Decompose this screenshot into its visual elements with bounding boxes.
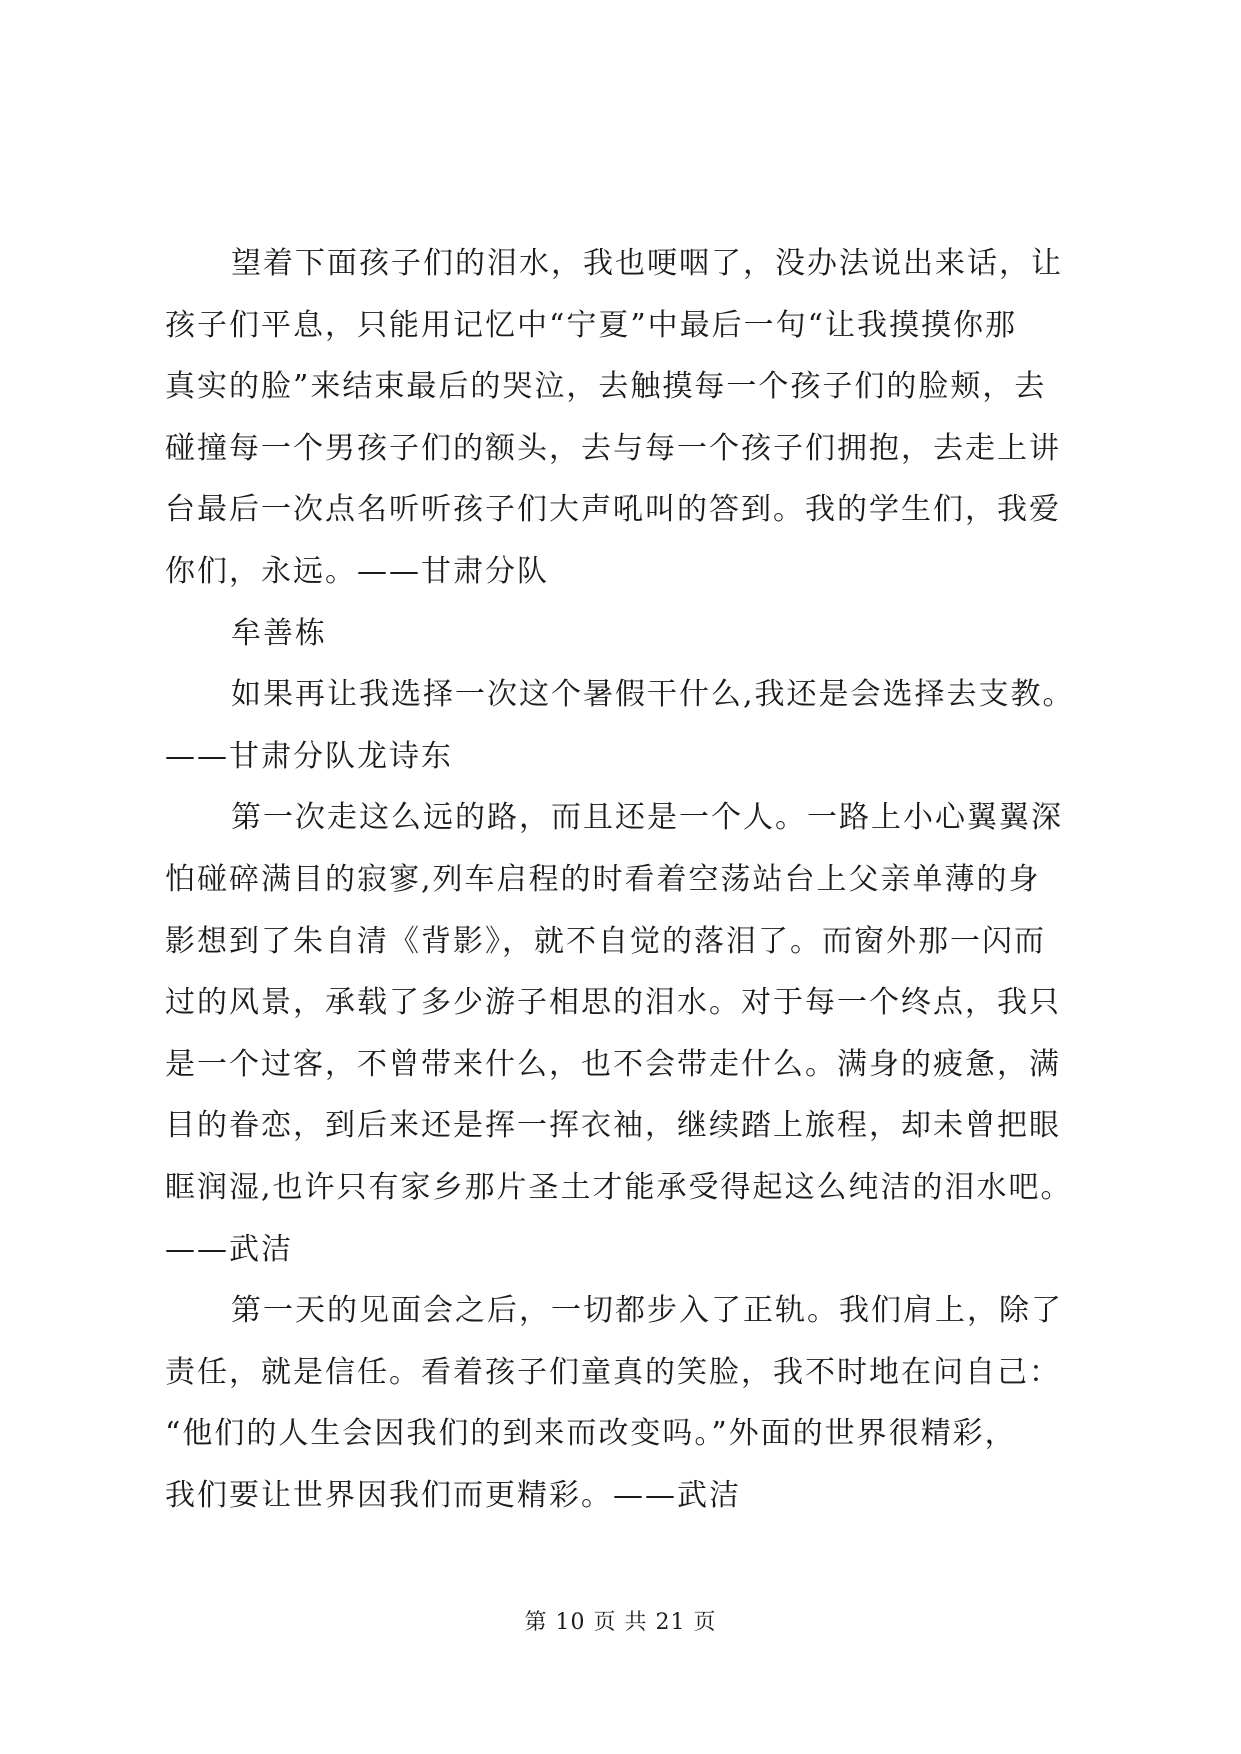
text-line: 望着下面孩子们的泪水，我也哽咽了，没办法说出来话，让	[231, 246, 1063, 281]
page-number-footer: 第 10 页 共 21 页	[524, 1610, 717, 1635]
text-line: 真实的脸”来结束最后的哭泣，去触摸每一个孩子们的脸颊，去	[165, 369, 1047, 405]
text-line: 过的风景，承载了多少游子相思的泪水。对于每一个终点，我只	[165, 985, 1061, 1021]
text-line: 怕碰碎满目的寂寥,列车启程的时看着空荡站台上父亲单薄的身	[165, 861, 1041, 897]
text-line: 责任，就是信任。看着孩子们童真的笑脸，我不时地在问自己：	[165, 1354, 1061, 1390]
text-line: 你们，永远。——甘肃分队	[165, 553, 549, 589]
text-line: 如果再让我选择一次这个暑假干什么,我还是会选择去支教。	[231, 677, 1075, 713]
text-line: 是一个过客，不曾带来什么，也不会带走什么。满身的疲惫，满	[165, 1046, 1061, 1082]
text-line: 孩子们平息，只能用记忆中“宁夏”中最后一句“让我摸摸你那	[165, 307, 1018, 343]
text-line: 影想到了朱自清《背影》，就不自觉的落泪了。而窗外那一闪而	[165, 923, 1046, 959]
text-line: 目的眷恋，到后来还是挥一挥衣袖，继续踏上旅程，却未曾把眼	[165, 1108, 1061, 1144]
text-line: 第一天的见面会之后，一切都步入了正轨。我们肩上，除了	[231, 1293, 1063, 1329]
text-line: 眶润湿,也许只有家乡那片圣土才能承受得起这么纯洁的泪水吧。	[165, 1169, 1073, 1205]
document-body	[165, 233, 1085, 1526]
text-line: 我们要让世界因我们而更精彩。——武洁	[165, 1477, 741, 1513]
author-line: 牟善栋	[231, 615, 327, 651]
attribution-line: ——武洁	[165, 1231, 293, 1267]
text-line: 第一次走这么远的路，而且还是一个人。一路上小心翼翼深	[231, 800, 1063, 836]
text-line: “他们的人生会因我们的到来而改变吗。”外面的世界很精彩，	[165, 1416, 1017, 1452]
text-line: 碰撞每一个男孩子们的额头，去与每一个孩子们拥抱，去走上讲	[165, 430, 1061, 466]
text-line: 台最后一次点名听听孩子们大声吼叫的答到。我的学生们，我爱	[165, 492, 1061, 528]
attribution-line: ——甘肃分队龙诗东	[165, 738, 453, 774]
